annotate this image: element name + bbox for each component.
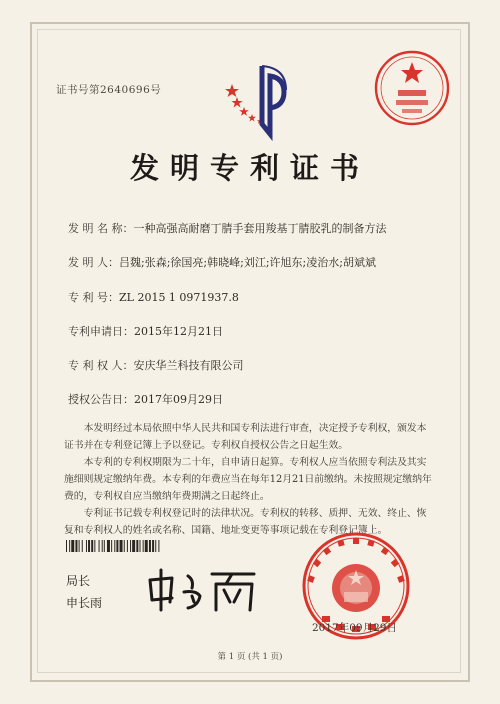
agency-seal-icon (372, 48, 452, 128)
filing-date-label: 专利申请日： (68, 325, 134, 338)
filing-date-row (68, 323, 223, 339)
grant-date-value: 2017年09月29日 (134, 393, 223, 406)
inventors-row (68, 254, 376, 270)
certificate-body (64, 420, 436, 539)
director-name: 申长雨 (66, 596, 103, 610)
filing-date-value: 2015年12月21日 (134, 325, 223, 338)
patent-number-label: 专 利 号： (68, 291, 119, 304)
certificate-title: 发明专利证书 (129, 151, 370, 185)
patentee-label: 专 利 权 人： (68, 359, 134, 372)
body-paragraph: 本专利的专利权期限为二十年，自申请日起算。专利权人应当依照专利法及其实施细则规定缴纳年费。本专利的年费应当在每年12月21日前缴纳。未按照规定缴纳年费的，专利权自应当缴纳年费期满之日起终止。 (64, 457, 432, 502)
inventors-value: 吕魏;张森;徐国亮;韩晓峰;刘江;许旭东;凌治水;胡斌斌 (119, 256, 376, 269)
grant-date-label: 授权公告日： (68, 393, 134, 406)
patent-number-value: ZL 2015 1 0971937.8 (119, 291, 239, 304)
patentee-row (68, 357, 244, 373)
barcode-icon (66, 540, 256, 552)
patent-office-logo-icon (222, 62, 292, 142)
certificate-number: 证书号第2640696号 (56, 84, 162, 96)
body-paragraph: 专利证书记载专利权登记时的法律状况。专利权的转移、质押、无效、终止、恢复和专利权人的姓名或名称、国籍、地址变更等事项记载在专利登记簿上。 (64, 508, 427, 536)
director-title: 局长 (66, 574, 91, 588)
patentee-value: 安庆华兰科技有限公司 (133, 359, 244, 372)
invention-name-row (68, 220, 387, 236)
invention-name-label: 发 明 名 称： (68, 222, 134, 235)
body-paragraph: 本发明经过本局依照中华人民共和国专利法进行审查，决定授予专利权，颁发本证书并在专利登记簿上予以登记。专利权自授权公告之日起生效。 (64, 423, 427, 451)
grant-date-row (68, 391, 223, 407)
seal-date: 2017年09月29日 (312, 622, 397, 634)
director-signature-icon (142, 566, 262, 614)
inventors-label: 发 明 人： (68, 256, 119, 269)
invention-name-value: 一种高强高耐磨丁腈手套用羧基丁腈胶乳的制备方法 (133, 222, 387, 235)
patent-number-row (68, 289, 239, 305)
page-footer: 第 1 页 (共 1 页) (217, 652, 283, 662)
